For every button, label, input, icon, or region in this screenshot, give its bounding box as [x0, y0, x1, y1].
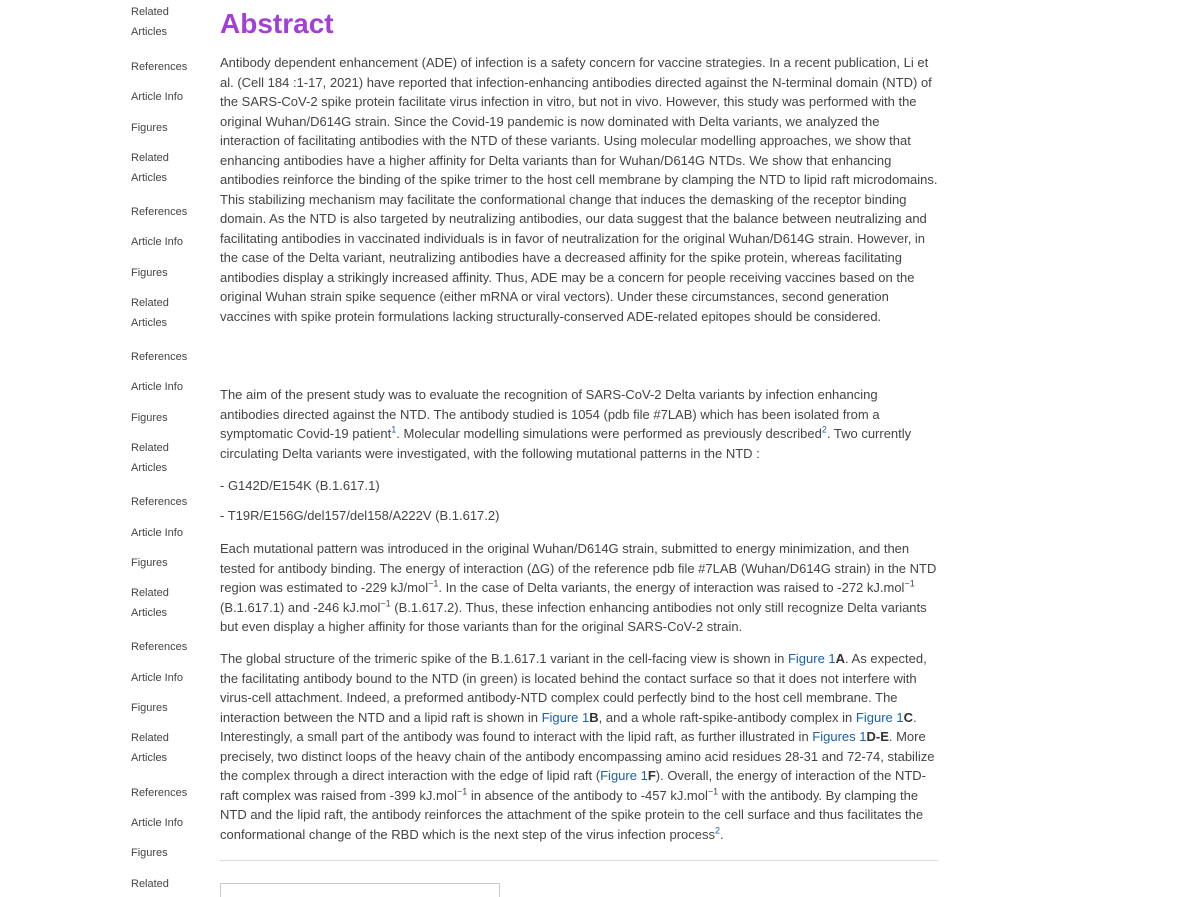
sidebar-link-figures[interactable]: Figures — [131, 412, 168, 424]
sidebar-link-references[interactable]: References — [131, 787, 188, 799]
sidebar-link-figures[interactable]: Figures — [131, 557, 168, 569]
section-divider — [220, 860, 938, 861]
sidebar-link-related[interactable]: Related — [131, 587, 169, 599]
abstract-heading: Abstract — [220, 8, 334, 39]
variant-item: - T19R/E156G/del157/del158/A222V (B.1.617.2) — [220, 508, 500, 523]
figure-link[interactable]: Figure 1 — [855, 709, 904, 725]
sidebar-link-references[interactable]: References — [131, 641, 188, 653]
abstract-text: Antibody dependent enhancement (ADE) of infection is a safety concern for vaccine strategies. In a recent publication, Li et al. (Cell 184 :1-17, 2021) have reported that infection-enhancing antibodies directed against the N-terminal domain (NTD) of the SARS-CoV-2 spike protein facilitate virus infection in vitro, but not in vivo. However, this study was performed with the original Wuhan/D614G strain. Since the Covid-19 pandemic is now dominated with Delta variants, we analyzed the interaction of facilitating antibodies with the NTD of these variants. Using molecular modelling approaches, we show that enhancing antibodies have a higher affinity for Delta variants than for Wuhan/D614G NTDs. We show that enhancing antibodies reinforce the binding of the spike trimer to the host cell membrane by clamping the NTD to lipid raft microdomains. This stabilizing mechanism may facilitate the conformational change that induces the demasking of the receptor binding domain. As the NTD is also targeted by neutralizing antibodies, our data suggest that the balance between neutralizing and facilitating antibodies in vaccinated individuals is in favor of neutralization for the original Wuhan/D614G strain. However, in the case of the Delta variant, neutralizing antibodies have a decreased affinity for the spike protein, whereas facilitating antibodies display a strikingly increased affinity. Thus, ADE may be a concern for people receiving vaccines based on the original Wuhan strain spike sequence (either mRNA or viral vectors). Under these circumstances, second generation vaccines with spike protein formulations lacking structurally-conserved ADE-related epitopes should be considered. — [220, 55, 938, 324]
paragraph-structure: The global structure of the trimeric spike of the B.1.617.1 variant in the cell-facing view is shown in Figure 1A. As expected, the facilitating antibody bound to the NTD (in green) is located behind the contact surface so that it does not interfere with virus-cell attachment. Indeed, a preformed antibody-NTD complex could perfectly bind to the host cell membrane. The interaction between the NTD and a lipid raft is shown in Figure 1B, and a whole raft-spike-antibody complex in Figure 1C. Interestingly, a small part of the antibody was found to interact with the lipid raft, as further illustrated in Figures 1D-E. More precisely, two distinct loops of the heavy chain of the antibody encompassing amino acid residues 28-31 and 72-74, stabilize the complex through a direct interaction with the edge of lipid raft (Figure 1F). Overall, the energy of interaction of the NTD-raft complex was raised from -399 kJ.mol$^{-1}$ in absence of the antibody to -457 kJ.mol$^{-1}$ with the antibody. By clamping the NTD and the lipid raft, the antibody reinforces the attachment of the spike protein to the cell surface and thus facilitates the conformational change of the RBD which is the next step of the virus infection process$^2$. — [220, 651, 935, 842]
sidebar-link-article-info[interactable]: Article Info — [131, 381, 183, 393]
sidebar-link-figures[interactable]: Figures — [131, 267, 168, 279]
reference-link[interactable]: 2 — [714, 825, 720, 836]
sidebar-link-related[interactable]: Related — [131, 152, 169, 164]
sidebar-link-figures[interactable]: Figures — [131, 122, 168, 134]
sidebar-link-references[interactable]: References — [131, 351, 188, 363]
figure-link[interactable]: Figure 1 — [600, 768, 648, 783]
figure-link[interactable]: Figures 1 — [812, 729, 867, 744]
sidebar-link-related[interactable]: Related — [131, 878, 169, 890]
sidebar-link-related[interactable]: Related — [131, 297, 169, 309]
sidebar-link-references[interactable]: References — [131, 61, 188, 73]
paragraph-energy: Each mutational pattern was introduced in the original Wuhan/D614G strain, submitted to energy minimization, and then tested for antibody binding. The energy of interaction (ΔG) of the reference pdb file #7LAB (Wuhan/D614G strain) in the NTD region was estimated to -229 kJ/mol$^{-1}$. In the case of Delta variants, the energy of interaction was raised to -272 kJ.mol$^{-1}$ (B.1.617.1) and -246 kJ.mol$^{-1}$ (B.1.617.2). Thus, these infection enhancing antibodies not only still recognize Delta variants but even display a higher affinity for those variants than for the original SARS-CoV-2 strain. — [220, 541, 937, 634]
figure-link[interactable]: Figure 1 — [541, 709, 590, 725]
sidebar-link-articles[interactable]: Articles — [131, 462, 168, 474]
sidebar-link-article-info[interactable]: Article Info — [131, 91, 183, 103]
figure-link[interactable]: Figure 1 — [787, 651, 836, 666]
sidebar-link-articles[interactable]: Articles — [131, 317, 168, 329]
reference-link[interactable]: 2 — [821, 424, 827, 435]
sidebar-link-article-info[interactable]: Article Info — [131, 672, 183, 684]
sidebar-link-articles[interactable]: Articles — [131, 26, 168, 38]
sidebar-link-figures[interactable]: Figures — [131, 847, 168, 859]
sidebar-link-article-info[interactable]: Article Info — [131, 236, 183, 248]
sidebar-link-related[interactable]: Related — [131, 732, 169, 744]
sidebar-link-article-info[interactable]: Article Info — [131, 527, 183, 539]
sidebar-link-references[interactable]: References — [131, 496, 188, 508]
sidebar-link-articles[interactable]: Articles — [131, 752, 168, 764]
sidebar-link-figures[interactable]: Figures — [131, 702, 168, 714]
sidebar-link-related[interactable]: Related — [131, 6, 169, 18]
sidebar-link-references[interactable]: References — [131, 206, 188, 218]
paragraph-aim: The aim of the present study was to evaluate the recognition of SARS-CoV-2 Delta variants by infection enhancing antibodies directed against the NTD. The antibody studied is 1054 (pdb file #7LAB) which has been isolated from a symptomatic Covid-19 patient$^1$. Molecular modelling simulations were performed as previously described$^2$. Two currently circulating Delta variants were investigated, with the following mutational patterns in the NTD : — [220, 387, 912, 461]
sidebar-link-related[interactable]: Related — [131, 442, 169, 454]
reference-link[interactable]: 1 — [391, 424, 397, 435]
figure-container — [220, 883, 500, 897]
sidebar-link-article-info[interactable]: Article Info — [131, 817, 183, 829]
sidebar-link-articles[interactable]: Articles — [131, 607, 168, 619]
sidebar-link-articles[interactable]: Articles — [131, 172, 168, 184]
variant-item: - G142D/E154K (B.1.617.1) — [220, 478, 380, 493]
